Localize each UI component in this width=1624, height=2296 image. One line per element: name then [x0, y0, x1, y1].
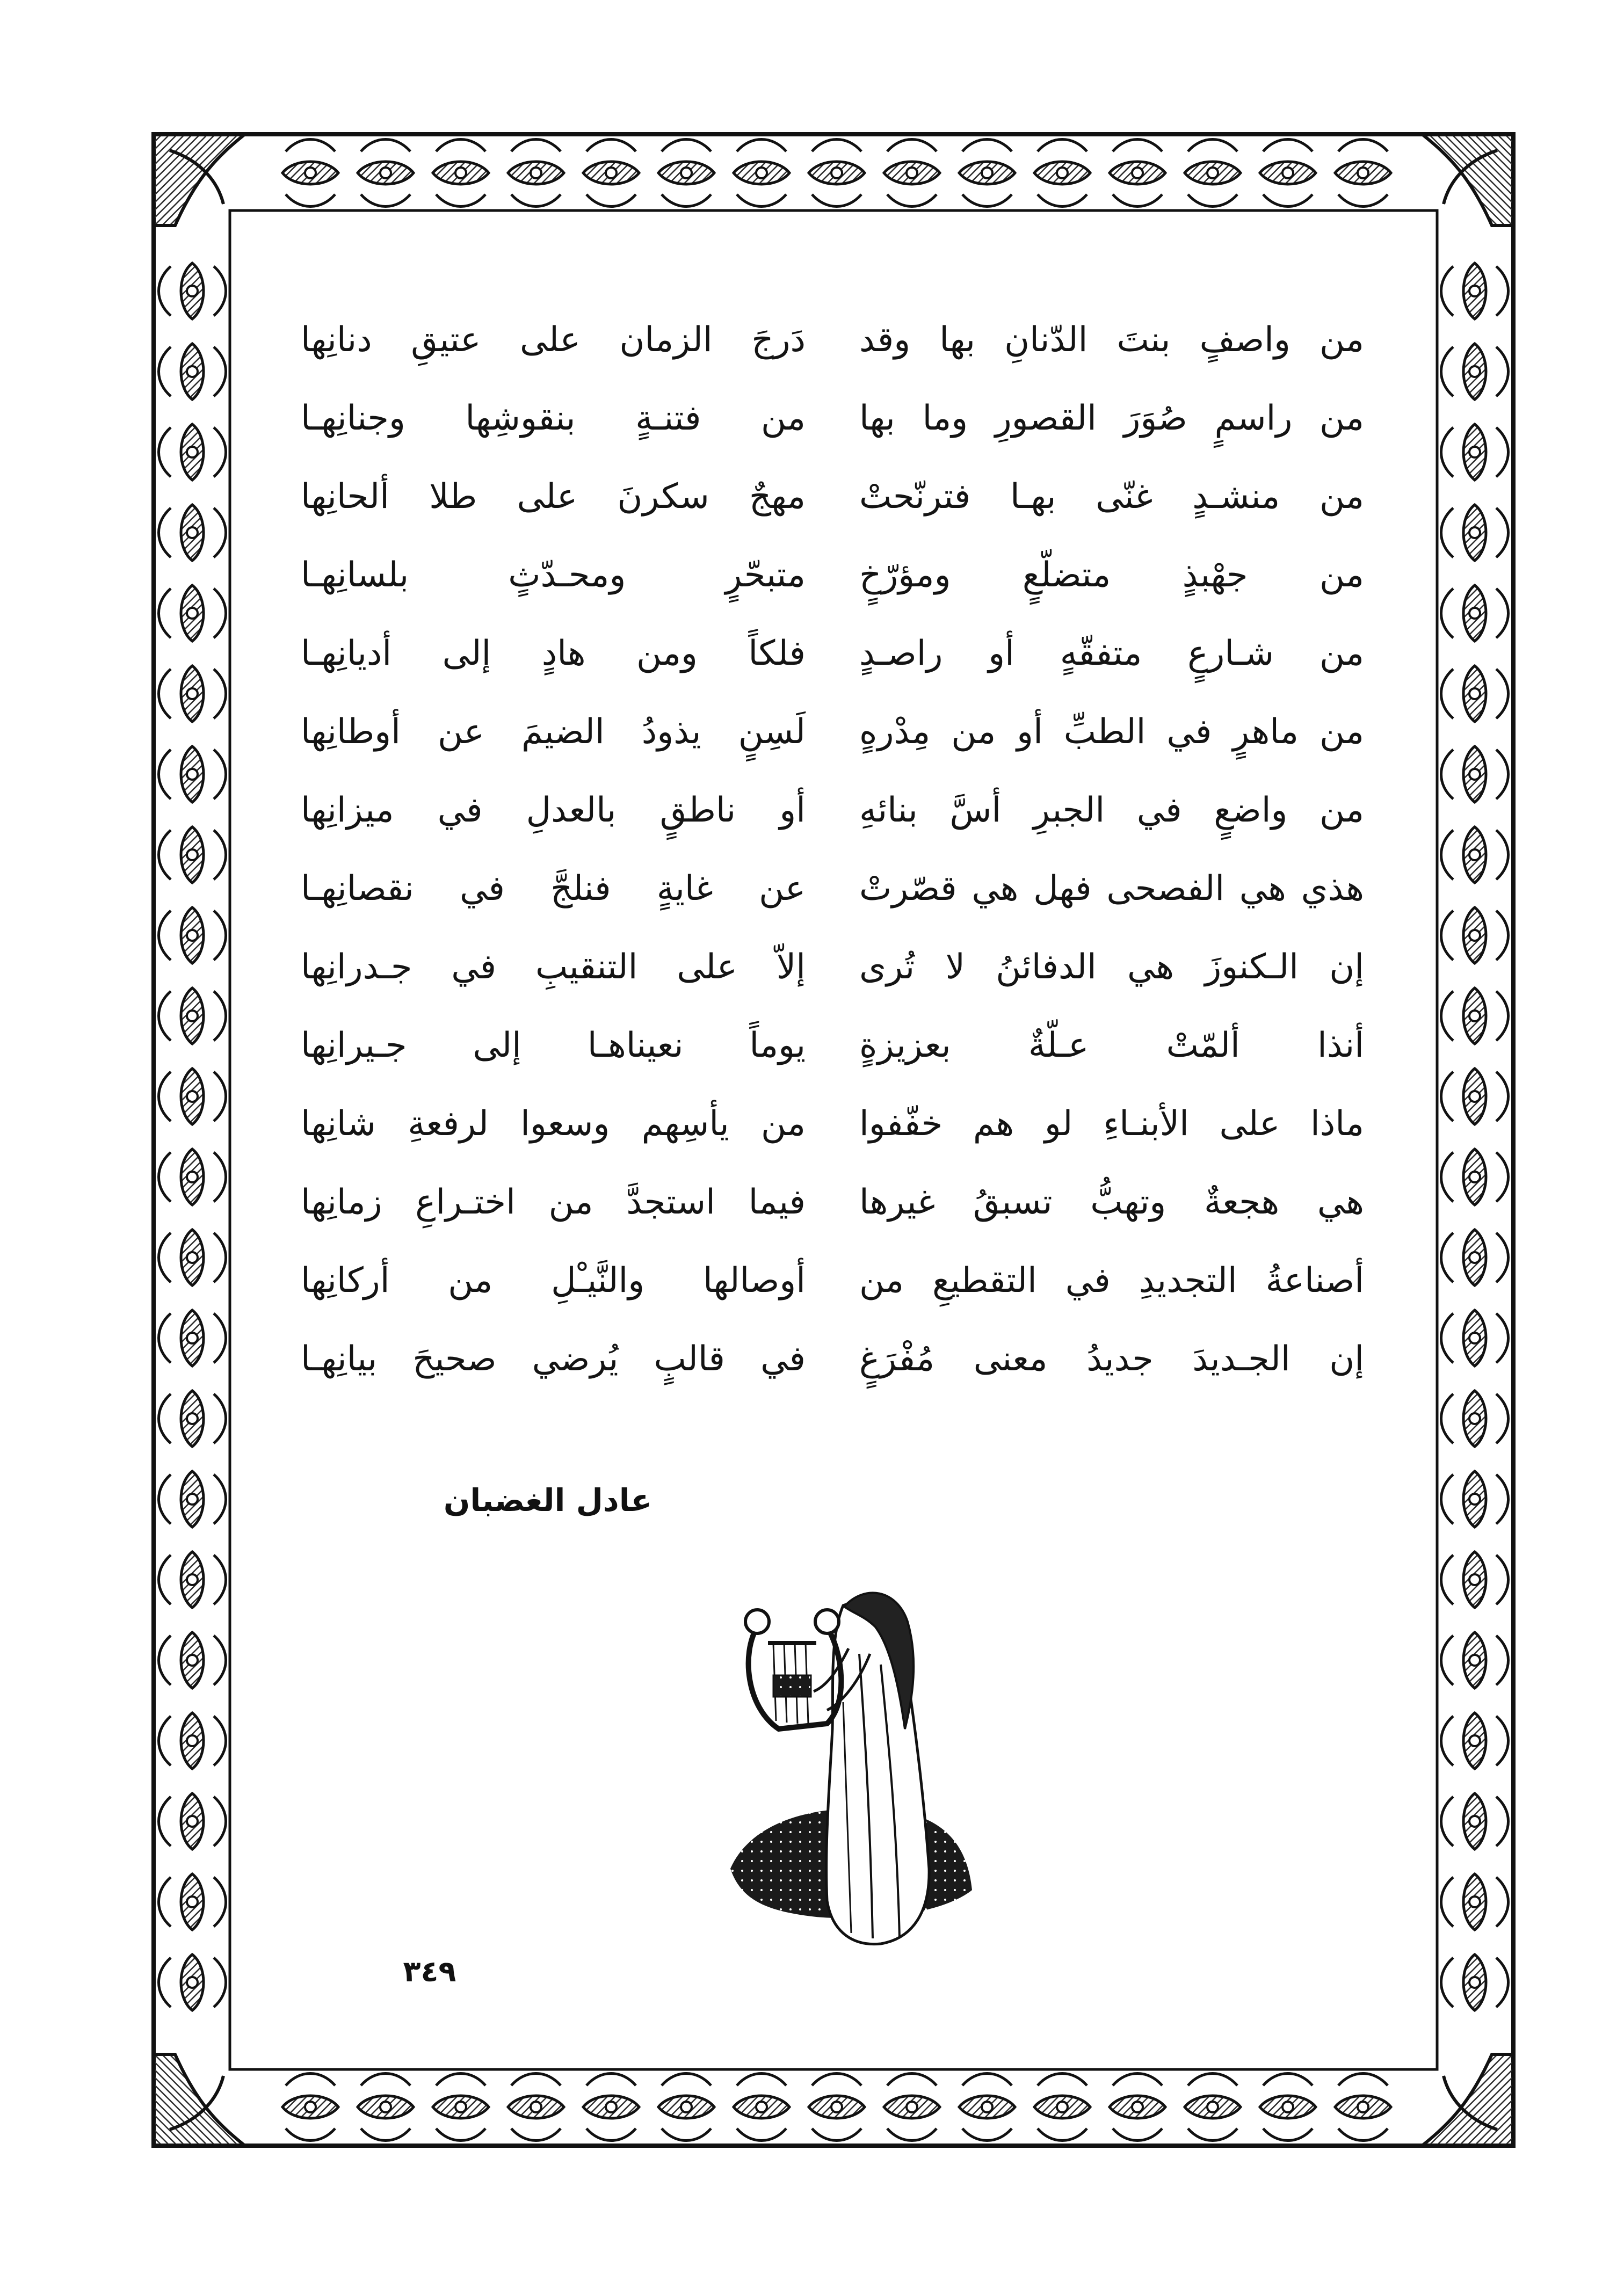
verse — [301, 771, 1364, 849]
verse-right-hemistich: إن الـكنوزَ هي الدفائنُ لا تُرى — [859, 947, 1364, 987]
verse-left-hemistich: عن غايةٍ فنلجَّ في نقصانِهـا — [301, 868, 806, 909]
verse-right-hemistich: هي هجعةٌ وتهبُّ تسبقُ غيرها — [859, 1182, 1364, 1222]
verse — [301, 536, 1364, 614]
verse-right-hemistich: من واضعٍ في الجبرِ أسَّ بنائهِ — [859, 790, 1364, 830]
verse — [301, 457, 1364, 536]
verse — [301, 1320, 1364, 1398]
verse-right-hemistich: أصناعةُ التجديدِ في التقطيعِ من — [859, 1260, 1364, 1300]
page-number: ٣٤٩ — [403, 1954, 456, 1988]
verse — [301, 1085, 1364, 1163]
verse-left-hemistich: متبحّرٍ ومحـدّثٍ بلسانِهـا — [301, 555, 806, 595]
verse-left-hemistich: مهجٌ سكرنَ على طلا ألحانِها — [301, 476, 806, 517]
harp-player-illustration — [720, 1568, 977, 1954]
verse-right-hemistich: أنذا ألمّتْ عـلّةٌ بعزيزةٍ — [859, 1025, 1364, 1065]
verse — [301, 1241, 1364, 1320]
verse — [301, 301, 1364, 379]
verse-left-hemistich: أو ناطقٍ بالعدلِ في ميزانِها — [301, 790, 806, 830]
verse-right-hemistich: هذي هي الفصحى فهل هي قصّرتْ — [859, 868, 1364, 909]
verse-right-hemistich: إن الجـديدَ جديدُ معنى مُفْرَغٍ — [859, 1339, 1364, 1379]
verse-left-hemistich: في قالبٍ يُرضي صحيحَ بيانِهـا — [301, 1339, 806, 1379]
verse — [301, 693, 1364, 771]
verse-right-hemistich: من منشـدٍ غنّى بهـا فترنّحتْ — [859, 476, 1364, 517]
verse-left-hemistich: إلاّ على التنقيبِ في جـدرانِها — [301, 947, 806, 987]
verse — [301, 849, 1364, 928]
verse-left-hemistich: من يأسِهم وسعوا لرفعةِ شانِها — [301, 1103, 806, 1144]
verse — [301, 1006, 1364, 1085]
poet-name: عادل الغضبان — [443, 1482, 653, 1518]
verse — [301, 1163, 1364, 1241]
verse-right-hemistich: من ماهرٍ في الطبِّ أو من مِدْرهٍ — [859, 711, 1364, 752]
verse-right-hemistich: من جهْبذٍ متضلّعٍ ومؤرّخٍ — [859, 555, 1364, 595]
verse-left-hemistich: من فتنـةٍ بنقوشِها وجنانِهـا — [301, 398, 806, 438]
verse — [301, 928, 1364, 1006]
verse-left-hemistich: فيما استجدَّ من اختـراعِ زمانِها — [301, 1182, 806, 1222]
verse-right-hemistich: من راسمٍ صُوَرَ القصورِ وما بها — [859, 398, 1364, 438]
verse-left-hemistich: يوماً نعيناهـا إلى جـيرانِها — [301, 1025, 806, 1065]
verse-left-hemistich: لَسِنٍ يذودُ الضيمَ عن أوطانِها — [301, 711, 806, 752]
verse-right-hemistich: من واصفٍ بنتَ الدّنانِ بها وقد — [859, 319, 1364, 360]
verse — [301, 379, 1364, 457]
verse — [301, 614, 1364, 693]
verse-right-hemistich: ماذا على الأبنـاءِ لو هم خفّفوا — [859, 1103, 1364, 1144]
verse-right-hemistich: من شـارعٍ متفقّهٍ أو راصـدٍ — [859, 633, 1364, 673]
verse-left-hemistich: دَرجَ الزمان على عتيقِ دنانِها — [301, 319, 806, 360]
verse-left-hemistich: أوصالها والنَّيـْلِ من أركانِها — [301, 1260, 806, 1300]
poem — [301, 301, 1364, 1398]
verse-left-hemistich: فلكاً ومن هادٍ إلى أديانِهـا — [301, 633, 806, 673]
